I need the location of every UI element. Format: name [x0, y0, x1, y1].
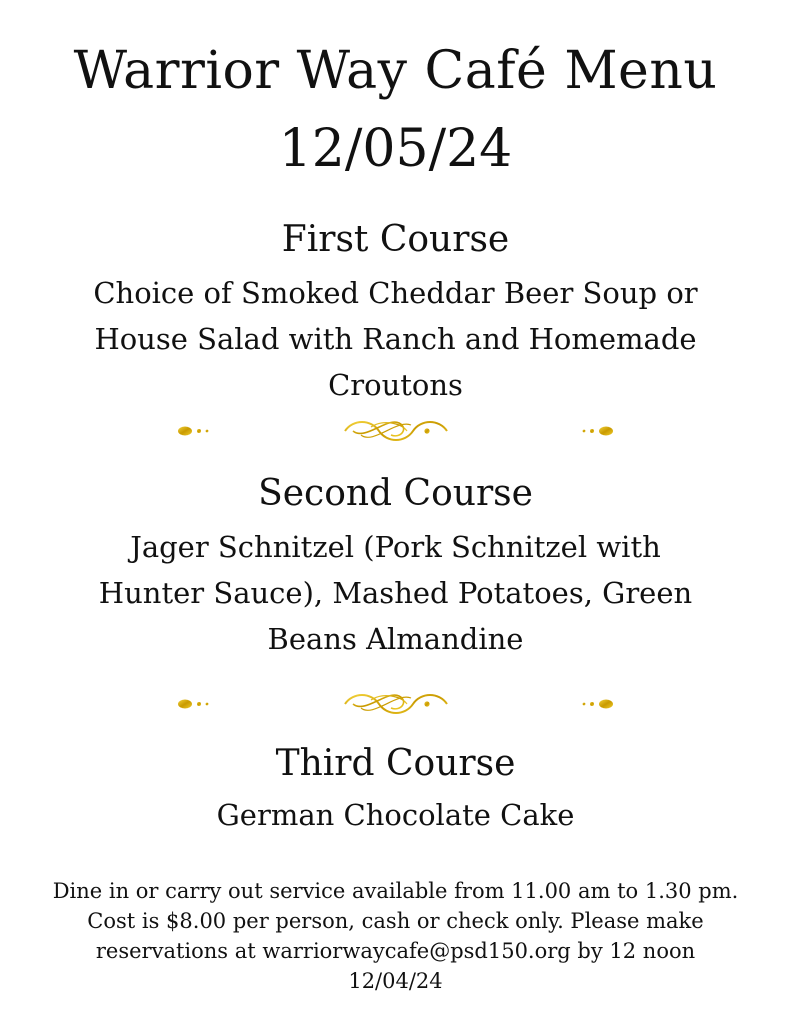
second-course-heading: Second Course	[258, 473, 533, 514]
service-info	[30, 876, 761, 996]
third-course-heading: Third Course	[275, 743, 516, 784]
second-course-line: Jager Schnitzel (Pork Schnitzel with	[130, 530, 661, 564]
first-course-line: Choice of Smoked Cheddar Beer Soup or	[93, 276, 698, 310]
gold-flourish-divider-icon	[175, 413, 616, 449]
first-course-description	[40, 270, 751, 408]
second-course-line: Hunter Sauce), Mashed Potatoes, Green	[98, 576, 693, 610]
third-course-description	[40, 792, 751, 838]
gold-flourish-divider-icon	[175, 686, 616, 722]
service-info-line: reservations at warriorwaycafe@psd150.org by 12 noon	[95, 939, 696, 963]
first-course-heading: First Course	[281, 219, 510, 260]
service-info-line: Cost is $8.00 per person, cash or check only. Please make	[87, 909, 704, 933]
first-course-line: House Salad with Ranch and Homemade	[94, 322, 697, 356]
first-course-line: Croutons	[328, 368, 463, 402]
second-course-line: Beans Almandine	[267, 622, 524, 656]
second-course-description	[40, 524, 751, 662]
service-info-line: 12/04/24	[348, 969, 443, 993]
third-course-line: German Chocolate Cake	[216, 798, 575, 832]
menu-date: 12/05/24	[278, 119, 513, 179]
menu-title: Warrior Way Café Menu	[73, 41, 718, 101]
service-info-line: Dine in or carry out service available from 11.00 am to 1.30 pm.	[52, 879, 739, 903]
